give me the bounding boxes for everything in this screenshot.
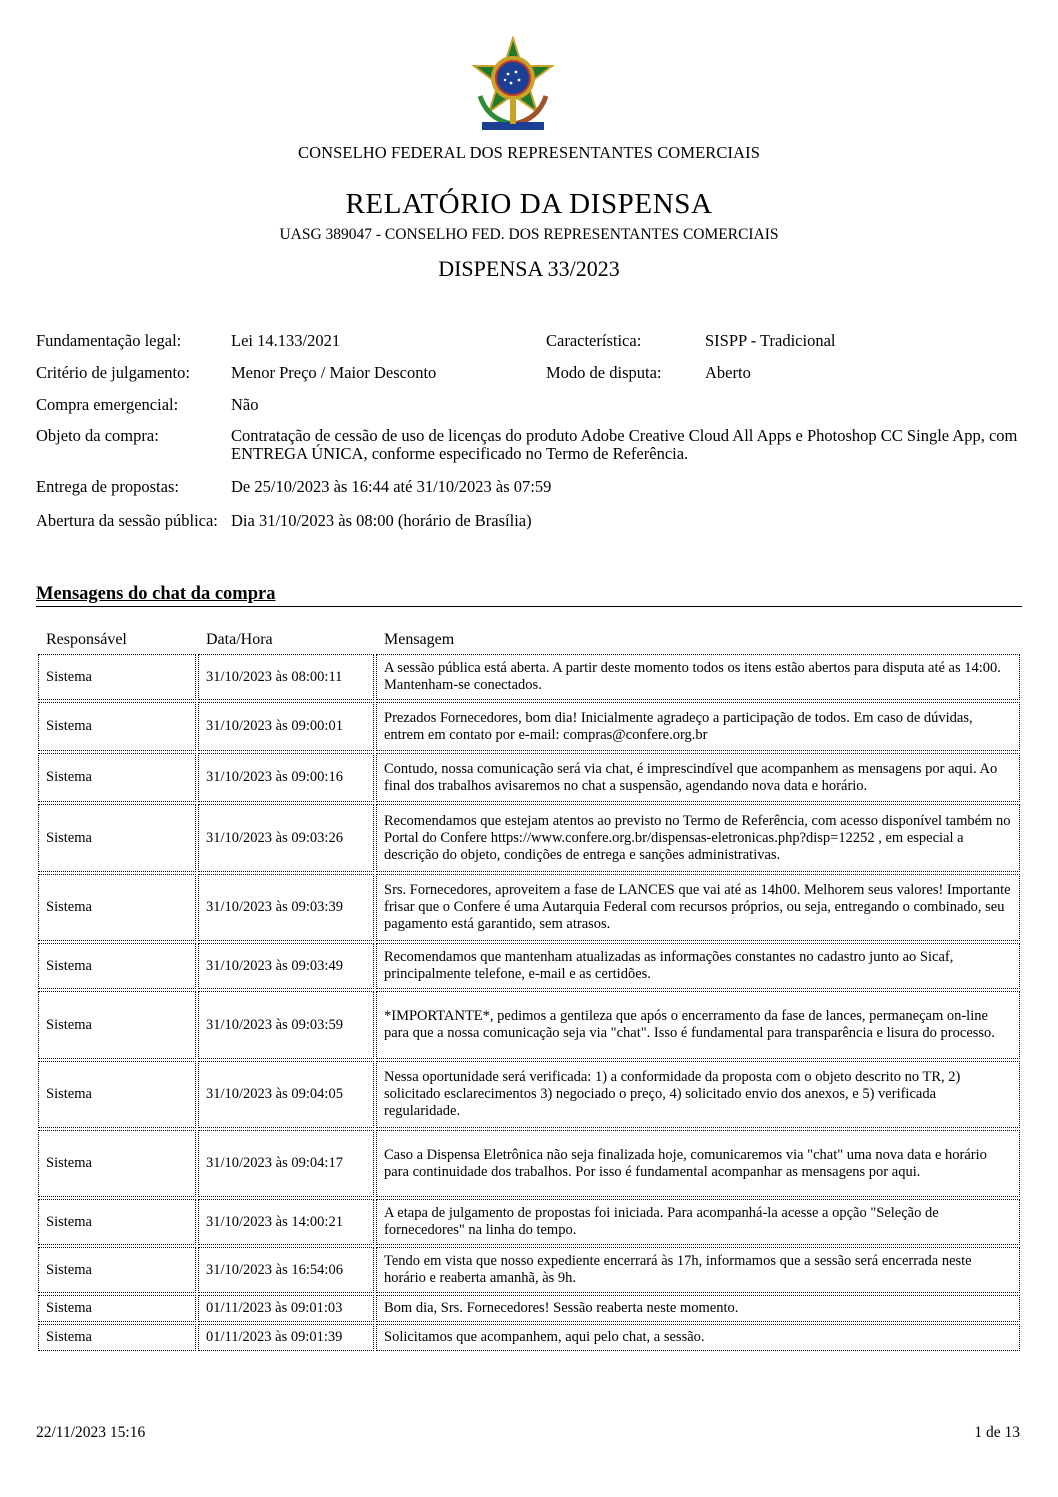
chat-cell-responsavel: Sistema (38, 1295, 196, 1322)
procurement-info (36, 331, 1026, 541)
brazil-coat-of-arms-icon (466, 36, 560, 134)
chat-cell-datahora: 01/11/2023 às 09:01:03 (198, 1295, 374, 1322)
criterio-value: Menor Preço / Maior Desconto (231, 363, 437, 382)
chat-cell-datahora: 31/10/2023 às 14:00:21 (198, 1199, 374, 1245)
entrega-label: Entrega de propostas: (36, 477, 179, 496)
organization-name: CONSELHO FEDERAL DOS REPRESENTANTES COMERCIAIS (298, 143, 760, 162)
chat-cell-datahora: 01/11/2023 às 09:01:39 (198, 1324, 374, 1351)
criterio-label: Critério de julgamento: (36, 363, 190, 382)
chat-cell-mensagem: *IMPORTANTE*, pedimos a gentileza que após o encerramento da fase de lances, permaneçam on-line para que a nossa comunicação seja via "chat". Isso é fundamental para transparência e lisura do processo. (376, 991, 1020, 1059)
fundamentacao-label: Fundamentação legal: (36, 331, 182, 350)
fundamentacao-value: Lei 14.133/2021 (231, 331, 341, 350)
chat-row (38, 1295, 1020, 1322)
chat-cell-responsavel: Sistema (38, 1247, 196, 1293)
chat-cell-mensagem: Solicitamos que acompanhem, aqui pelo chat, a sessão. (376, 1324, 1020, 1351)
chat-cell-responsavel: Sistema (38, 1061, 196, 1128)
info-row-entrega (36, 477, 1026, 511)
chat-cell-mensagem: A etapa de julgamento de propostas foi iniciada. Para acompanhá-la acesse a opção "Seleção de fornecedores" na linha do tempo. (376, 1199, 1020, 1245)
objeto-label: Objeto da compra: (36, 426, 159, 445)
header-datahora: Data/Hora (206, 631, 273, 648)
abertura-value: Dia 31/10/2023 às 08:00 (horário de Brasília) (231, 511, 532, 530)
chat-row (38, 1324, 1020, 1351)
chat-cell-mensagem: Bom dia, Srs. Fornecedores! Sessão reaberta neste momento. (376, 1295, 1020, 1322)
chat-cell-datahora: 31/10/2023 às 09:03:49 (198, 943, 374, 989)
footer-page-number: 1 de 13 (974, 1424, 1020, 1441)
info-row-objeto (36, 427, 1026, 477)
chat-row (38, 1130, 1020, 1197)
chat-cell-mensagem: Tendo em vista que nosso expediente encerrará às 17h, informamos que a sessão será encerrada neste horário e reaberta amanhã, às 9h. (376, 1247, 1020, 1293)
header-responsavel: Responsável (46, 631, 127, 648)
chat-cell-datahora: 31/10/2023 às 09:00:01 (198, 702, 374, 751)
header-mensagem: Mensagem (384, 631, 455, 648)
modo-value: Aberto (705, 363, 751, 382)
info-row-fundamentacao (36, 331, 1026, 363)
emergencial-value: Não (231, 395, 259, 414)
chat-cell-mensagem: A sessão pública está aberta. A partir deste momento todos os itens estão abertos para disputa até as 14:00. Mantenham-se conectados. (376, 654, 1020, 700)
chat-cell-responsavel: Sistema (38, 874, 196, 941)
chat-cell-datahora: 31/10/2023 às 09:03:39 (198, 874, 374, 941)
chat-cell-mensagem: Recomendamos que mantenham atualizadas as informações constantes no cadastro junto ao Sicaf, principalmente telefone, e-mail e as certidões. (376, 943, 1020, 989)
chat-cell-responsavel: Sistema (38, 702, 196, 751)
chat-cell-mensagem: Recomendamos que estejam atentos ao previsto no Termo de Referência, com acesso disponível também no Portal do Confere https://www.confere.org.br/dispensas-eletronicas.php?disp=12252 , em especial a descrição do objeto, condições de entrega e sanções administrativas. (376, 804, 1020, 872)
caracteristica-label: Característica: (546, 331, 642, 350)
chat-row (38, 1247, 1020, 1293)
chat-row (38, 804, 1020, 872)
chat-cell-responsavel: Sistema (38, 1199, 196, 1245)
chat-cell-datahora: 31/10/2023 às 08:00:11 (198, 654, 374, 700)
chat-cell-mensagem: Caso a Dispensa Eletrônica não seja finalizada hoje, comunicaremos via "chat" uma nova data e horário para continuidade dos trabalhos. Por isso é fundamental acompanhar as mensagens por aqui. (376, 1130, 1020, 1197)
info-row-abertura (36, 511, 1026, 541)
chat-table (36, 652, 1022, 1353)
chat-row (38, 991, 1020, 1059)
chat-cell-responsavel: Sistema (38, 654, 196, 700)
chat-cell-datahora: 31/10/2023 às 09:03:59 (198, 991, 374, 1059)
chat-cell-responsavel: Sistema (38, 1130, 196, 1197)
report-title: RELATÓRIO DA DISPENSA (345, 188, 713, 220)
chat-cell-mensagem: Contudo, nossa comunicação será via chat, é imprescindível que acompanhem as mensagens por aqui. Ao final dos trabalhos avisaremos no chat a suspensão, agendando nova data e horário. (376, 753, 1020, 802)
caracteristica-value: SISPP - Tradicional (705, 331, 836, 350)
chat-cell-mensagem: Srs. Fornecedores, aproveitem a fase de LANCES que vai até as 14h00. Melhorem seus valores! Importante frisar que o Confere é uma Autarquia Federal com recursos próprios, ou seja, entregando o combinado, seu pagamento está garantido, sem atrasos. (376, 874, 1020, 941)
info-row-criterio (36, 363, 1026, 395)
chat-cell-responsavel: Sistema (38, 753, 196, 802)
chat-section-title: Mensagens do chat da compra (36, 584, 1022, 607)
chat-cell-responsavel: Sistema (38, 943, 196, 989)
chat-cell-datahora: 31/10/2023 às 09:04:05 (198, 1061, 374, 1128)
modo-label: Modo de disputa: (546, 363, 662, 382)
info-row-emergencial (36, 395, 1026, 427)
chat-cell-responsavel: Sistema (38, 991, 196, 1059)
chat-row (38, 753, 1020, 802)
chat-cell-datahora: 31/10/2023 às 09:00:16 (198, 753, 374, 802)
emergencial-label: Compra emergencial: (36, 395, 179, 414)
chat-cell-responsavel: Sistema (38, 804, 196, 872)
chat-row (38, 943, 1020, 989)
chat-cell-datahora: 31/10/2023 às 09:04:17 (198, 1130, 374, 1197)
uasg-line: UASG 389047 - CONSELHO FED. DOS REPRESENTANTES COMERCIAIS (279, 226, 779, 243)
chat-cell-datahora: 31/10/2023 às 16:54:06 (198, 1247, 374, 1293)
chat-cell-datahora: 31/10/2023 às 09:03:26 (198, 804, 374, 872)
abertura-label: Abertura da sessão pública: (36, 511, 218, 530)
chat-row (38, 874, 1020, 941)
chat-row (38, 1199, 1020, 1245)
chat-row (38, 1061, 1020, 1128)
chat-cell-responsavel: Sistema (38, 1324, 196, 1351)
chat-row (38, 654, 1020, 700)
chat-cell-mensagem: Nessa oportunidade será verificada: 1) a conformidade da proposta com o objeto descrito no TR, 2) solicitado esclarecimentos 3) negociado o preço, 4) solicitado envio dos anexos, e 5) verificada regularidade. (376, 1061, 1020, 1128)
entrega-value: De 25/10/2023 às 16:44 até 31/10/2023 às 07:59 (231, 477, 552, 496)
objeto-value: Contratação de cessão de uso de licenças do produto Adobe Creative Cloud All Apps e Photoshop CC Single App, com ENTREGA ÚNICA, conforme especificado no Termo de Referência. (231, 426, 1018, 463)
chat-row (38, 702, 1020, 751)
footer-timestamp: 22/11/2023 15:16 (36, 1424, 146, 1441)
dispensa-number: DISPENSA 33/2023 (438, 256, 620, 281)
chat-cell-mensagem: Prezados Fornecedores, bom dia! Inicialmente agradeço a participação de todos. Em caso de dúvidas, entrem em contato por e-mail: compras@confere.org.br (376, 702, 1020, 751)
